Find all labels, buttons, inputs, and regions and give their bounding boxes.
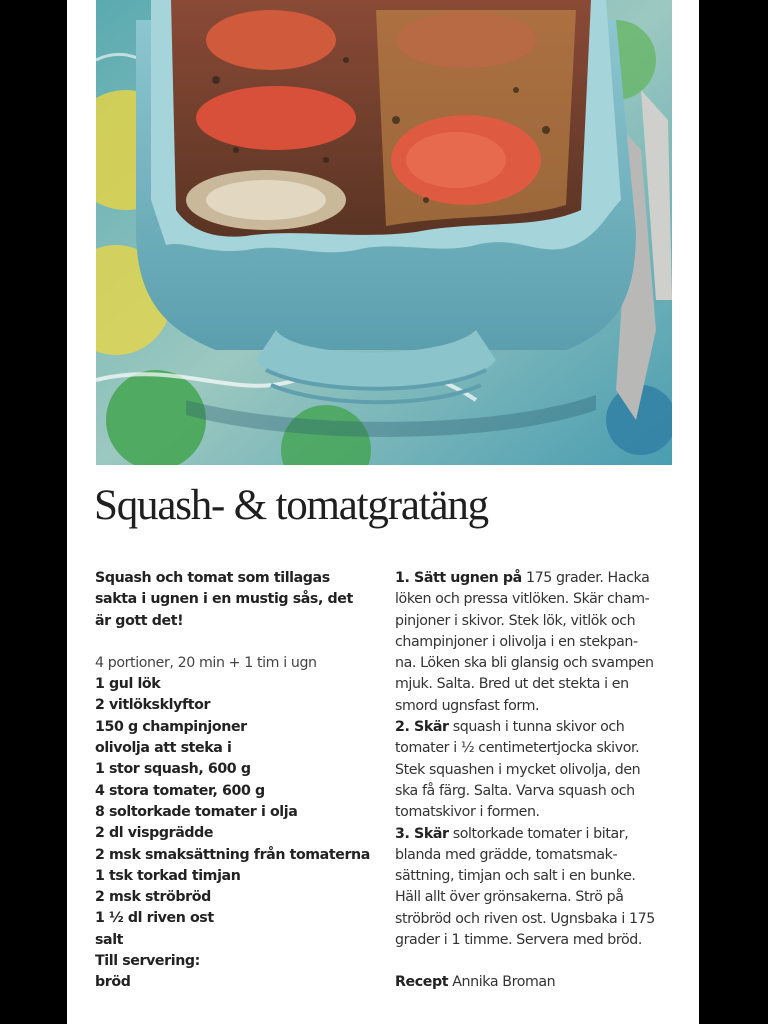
recipe-page	[67, 0, 699, 1024]
step-text: ska få färg. Salta. Varva squash och	[395, 782, 635, 799]
credit-name: Annika Broman	[448, 974, 556, 991]
step-text: Stek squashen i mycket olivolja, den	[395, 761, 641, 778]
ingredient-item: 150 g champinjoner	[95, 718, 247, 735]
ingredient-item: 1 tsk torkad timjan	[95, 867, 241, 884]
ingredient-item: bröd	[95, 974, 131, 991]
step-text: squash i tunna skivor och	[448, 719, 625, 736]
step-lead: 2. Skär	[395, 719, 449, 736]
step-lead: 3. Skär	[395, 825, 449, 842]
intro-line: Squash och tomat som tillagas	[95, 570, 330, 586]
ingredients-column	[95, 568, 373, 994]
step-text: Häll allt över grönsakerna. Strö på	[395, 889, 624, 906]
credit-label: Recept	[395, 974, 449, 991]
instructions-column	[395, 568, 677, 994]
intro-line: sakta i ugnen i en mustig sås, det	[95, 591, 353, 608]
ingredient-item: 1 stor squash, 600 g	[95, 761, 251, 778]
ingredient-item: 8 soltorkade tomater i olja	[95, 803, 298, 820]
step-text: löken och pressa vitlöken. Skär cham-	[395, 591, 650, 608]
step-text: grader i 1 timme. Servera med bröd.	[395, 932, 643, 949]
ingredient-item: 2 msk smaksättning från tomaterna	[95, 846, 370, 863]
ingredient-item: 2 dl vispgrädde	[95, 825, 214, 842]
intro-line: är gott det!	[95, 612, 184, 629]
step-text: champinjoner i olivolja i en stekpan-	[395, 633, 638, 650]
step-text: na. Löken ska bli glansig och svampen	[395, 655, 654, 672]
step-text: smord ugnsfast form.	[395, 697, 540, 714]
recipe-credit	[395, 972, 677, 993]
step-text: ströbröd och riven ost. Ugnsbaka i 175	[395, 910, 655, 927]
ingredient-item: salt	[95, 931, 124, 948]
step-text: 175 grader. Hacka	[521, 570, 650, 586]
step-text: mjuk. Salta. Bred ut det stekta i en	[395, 676, 629, 693]
step-1	[395, 568, 677, 717]
servings-time: 4 portioner, 20 min + 1 tim i ugn	[95, 654, 317, 671]
ingredient-item: 1 ½ dl riven ost	[95, 910, 214, 927]
step-text: soltorkade tomater i bitar,	[448, 825, 629, 842]
step-text: sättning, timjan och salt i en bunke.	[395, 868, 636, 885]
ingredient-item: 1 gul lök	[95, 676, 161, 693]
step-text: pinjoner i skivor. Stek lök, vitlök och	[395, 612, 636, 629]
step-text: tomatskivor i formen.	[395, 804, 540, 821]
ingredient-list	[95, 674, 373, 993]
gratin-dish-photo	[96, 0, 672, 465]
step-lead: 1. Sätt ugnen på	[395, 570, 522, 586]
step-text: blanda med grädde, tomatsmak-	[395, 846, 618, 863]
ingredient-item: 2 vitlöksklyftor	[95, 697, 211, 714]
ingredient-item: 2 msk ströbröd	[95, 889, 211, 906]
ingredient-item: olivolja att steka i	[95, 740, 232, 757]
step-3	[395, 824, 677, 952]
serving-heading: Till servering:	[95, 953, 200, 970]
step-2	[395, 717, 677, 823]
ingredient-item: 4 stora tomater, 600 g	[95, 782, 265, 799]
recipe-intro	[95, 568, 373, 632]
step-text: tomater i ½ centimetertjocka skivor.	[395, 740, 640, 757]
recipe-title: Squash- & tomatgratäng	[94, 482, 488, 529]
